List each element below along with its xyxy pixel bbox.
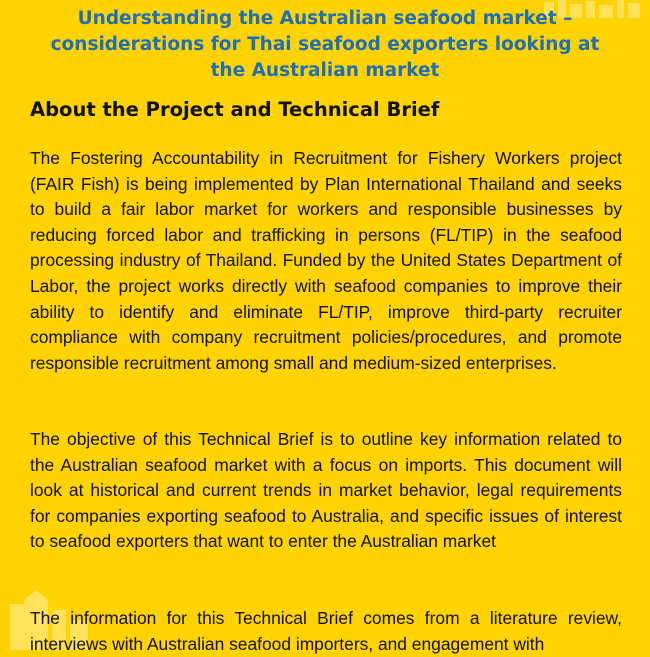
section-heading: About the Project and Technical Brief xyxy=(30,98,440,121)
paragraph-project-description: The Fostering Accountability in Recruitment for Fishery Workers project (FAIR Fish) is being implemented by Plan International Thailand and seeks to build a fair labor market for workers and responsible businesses by reducing forced labor and trafficking in persons (FL/TIP) in the seafood processing industry of Thailand. Funded by the United States Department of Labor, the project works directly with seafood companies to improve their ability to identify and eliminate FL/TIP, improve third-party recruiter compliance with company recruitment policies/procedures, and promote responsible recruitment among small and medium-sized enterprises. xyxy=(30,148,622,373)
document-title: Understanding the Australian seafood market – considerations for Thai seafood exporters looking at the Australian market xyxy=(50,8,600,81)
paragraph-information-sources: The information for this Technical Brief comes from a literature review, interviews with Australian seafood importers, and engagement with xyxy=(30,608,622,654)
paragraph-brief-objective: The objective of this Technical Brief is to outline key information related to the Australian seafood market with a focus on imports. This document will look at historical and current trends in market behavior, legal requirements for companies exporting seafood to Australia, and specific issues of interest to seafood exporters that want to enter the Australian market xyxy=(30,429,622,552)
